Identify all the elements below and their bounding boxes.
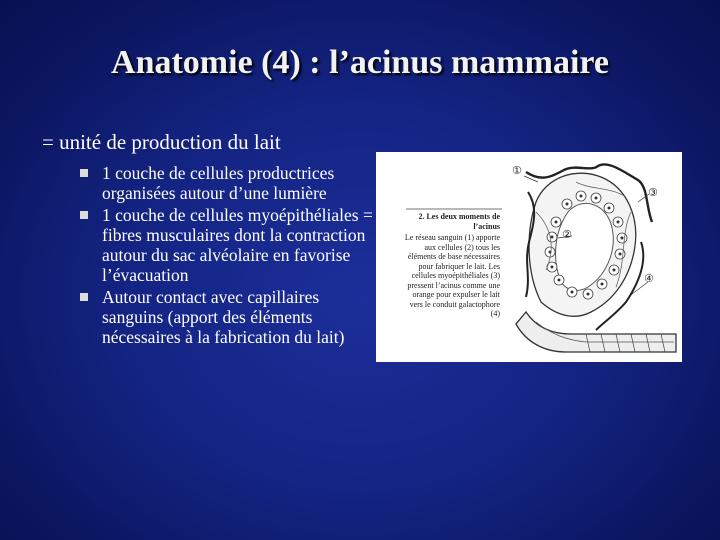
marker-4-label: ④ [644, 272, 654, 285]
bullet-text: Autour contact avec capillaires sanguins (apport des éléments nécessaires à la fabrication du lait) [102, 287, 345, 347]
figure-caption [404, 212, 500, 319]
marker-1-label: ① [512, 164, 522, 177]
bullet-item [80, 205, 380, 285]
marker-3-label: ③ [648, 186, 658, 199]
square-bullet-icon [80, 211, 88, 219]
slide-title: Anatomie (4) : l’acinus mammaire [111, 44, 609, 81]
figure-caption-body: Le réseau sanguin (1) apporte aux cellules (2) tous les éléments de base nécessaires pour fabriquer le lait. Les cellules myoépithéliales (3) pressent l’acinus comme une orange pour expulser le lait vers le conduit galactophore (4) [404, 233, 500, 318]
bullet-item [80, 163, 380, 203]
acinus-illustration [376, 152, 682, 362]
marker-2-label: ② [562, 228, 572, 241]
slide-subtitle: = unité de production du lait [42, 130, 281, 154]
figure-caption-title: 2. Les deux moments de l’acinus [418, 212, 500, 231]
bullet-text: 1 couche de cellules productrices organisées autour d’une lumière [102, 163, 335, 203]
square-bullet-icon [80, 169, 88, 177]
bullet-text: 1 couche de cellules myoépithéliales = fibres musculaires dont la contraction autour du sac alvéolaire en favorise l’évacuation [102, 205, 373, 285]
square-bullet-icon [80, 293, 88, 301]
bullet-list [80, 163, 380, 349]
bullet-item [80, 287, 380, 347]
